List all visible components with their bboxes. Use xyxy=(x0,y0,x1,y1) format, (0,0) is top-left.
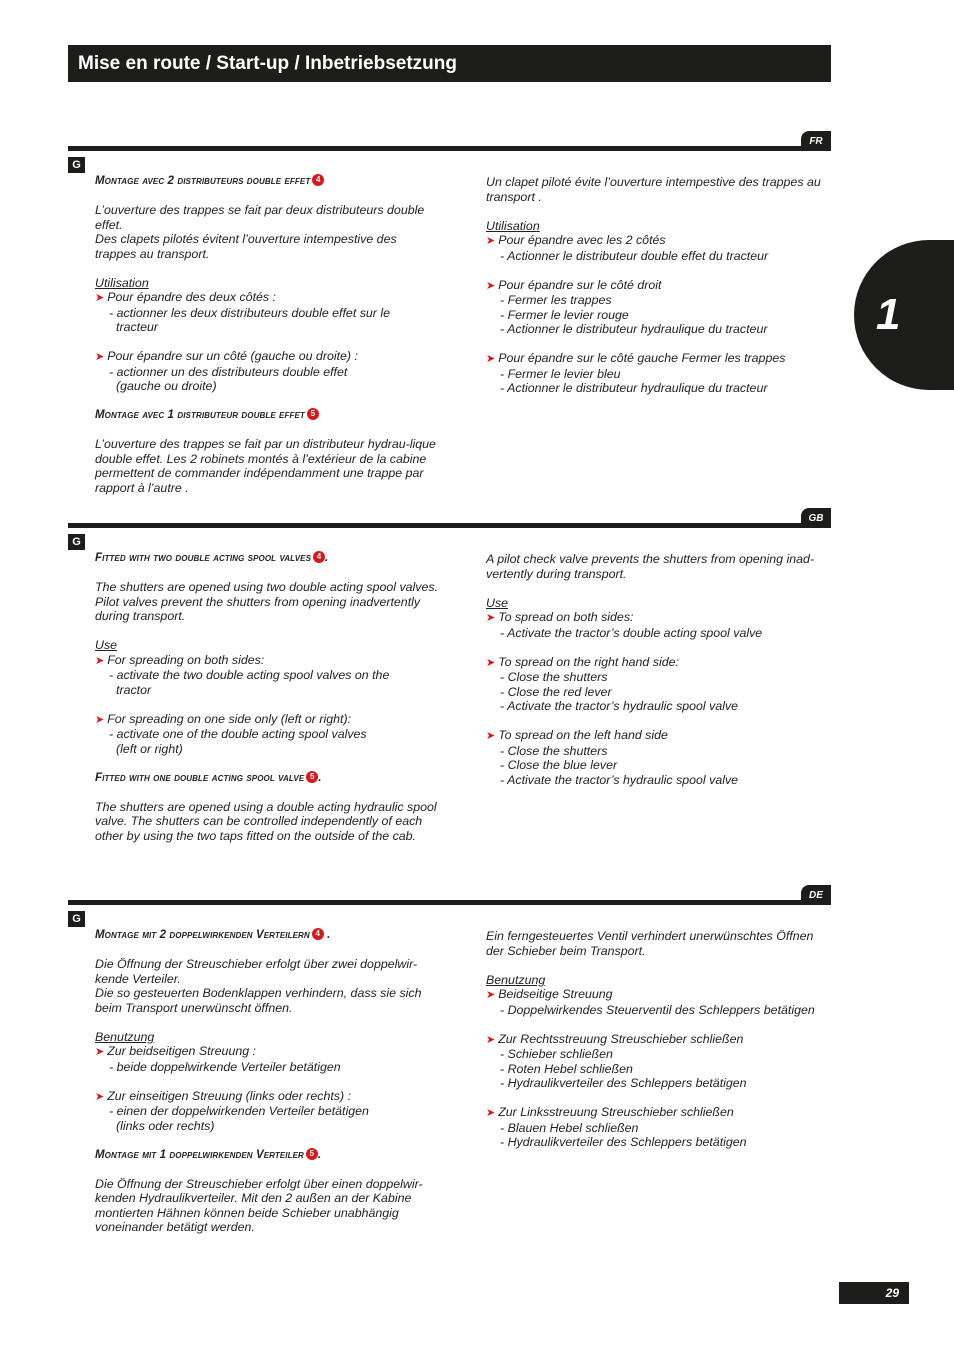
arrow-right-icon: ➤ xyxy=(486,235,496,247)
usage-label: Benutzung xyxy=(486,972,546,987)
page-header xyxy=(68,45,831,82)
bullet-text: Pour épandre des deux côtés : xyxy=(107,290,276,304)
bullet-subitem: - Actionner le distributeur hydraulique du tracteur xyxy=(500,381,768,395)
bullet-subitem: - Actionner le distributeur hydraulique du tracteur xyxy=(500,322,768,336)
arrow-right-icon: ➤ xyxy=(486,1107,496,1119)
bullet-subitem: - Doppelwirkendes Steuerventil des Schleppers betätigen xyxy=(500,1002,815,1017)
arrow-right-icon: ➤ xyxy=(486,656,496,669)
spacer xyxy=(95,189,440,204)
bullet-subitem: - Close the blue lever xyxy=(500,758,618,772)
bullet-subitem: - Hydraulikverteiler des Schleppers betätigen xyxy=(500,1135,747,1149)
paragraph: Die so gesteuerten Bodenklappen verhindern, dass sie sich beim Transport unerwünscht öffnen. xyxy=(95,986,422,1015)
subheading-suffix: . xyxy=(318,771,322,784)
bullet-subitem: tractor xyxy=(116,682,152,697)
bullet-subitem: - Fermer les trappes xyxy=(500,293,612,307)
chapter-number: 1 xyxy=(876,290,901,339)
spacer xyxy=(95,624,440,639)
subheading xyxy=(95,928,440,943)
arrow-right-icon: ➤ xyxy=(486,279,496,292)
bullet-subitem: - activate one of the double acting spool valves xyxy=(109,727,367,741)
bullet-line xyxy=(486,655,831,671)
left-column xyxy=(95,551,440,843)
bullet-line xyxy=(486,987,831,1003)
spacer xyxy=(95,785,440,800)
spacer xyxy=(486,1017,831,1032)
bullet-text: To spread on the left hand side xyxy=(498,728,668,742)
bullet-line xyxy=(95,290,440,306)
bullet-subitem: - Activate the tractor’s hydraulic spool valve xyxy=(500,699,739,713)
paragraph: The shutters are opened using a double acting hydraulic spool valve. The shutters can be controlled independently of each other by using the two taps fitted on the outside of the cab. xyxy=(95,799,437,843)
spacer xyxy=(95,1162,440,1177)
usage-label: Utilisation xyxy=(95,275,149,290)
section-rule xyxy=(68,146,831,151)
bullet-text: Beidseitige Streuung xyxy=(498,987,613,1001)
subheading-text: Montage mit 2 doppelwirkenden Verteilern xyxy=(95,929,310,941)
callout-5: 5 xyxy=(306,1148,318,1160)
bullet-line xyxy=(95,1044,440,1060)
bullet-subitem: - beide doppelwirkende Verteiler betätigen xyxy=(109,1059,341,1074)
subheading-suffix: . xyxy=(325,552,329,564)
bullet-line xyxy=(95,349,440,365)
bullet-text: Zur beidseitigen Streuung : xyxy=(107,1044,256,1058)
spacer xyxy=(486,958,831,973)
paragraph: L’ouverture des trappes se fait par un distributeur hydrau-lique double effet. Les 2 robinets montés à l’extérieur de la cabine permettent de commander indépendamment une trappe par rapport à l’autre . xyxy=(95,437,436,495)
bullet-subitem: - Activate the tractor’s double acting spool valve xyxy=(500,625,763,640)
bullet-text: Pour épandre avec les 2 côtés xyxy=(498,233,666,247)
paragraph: Pilot valves prevent the shutters from opening inadvertently during transport. xyxy=(95,594,421,623)
arrow-right-icon: ➤ xyxy=(95,1046,105,1058)
spacer xyxy=(486,581,831,596)
bullet-subitem: tracteur xyxy=(116,320,159,334)
callout-5: 5 xyxy=(306,771,318,783)
bullet-subitem: (links oder rechts) xyxy=(116,1118,215,1133)
spacer xyxy=(95,394,440,409)
bullet-line xyxy=(95,653,440,669)
bullet-subitem: - Activate the tractor’s hydraulic spool valve xyxy=(500,772,739,787)
section-g-marker: G xyxy=(68,911,85,927)
bullet-line xyxy=(486,278,831,294)
usage-label: Utilisation xyxy=(486,218,540,233)
bullet-subitem: - Close the shutters xyxy=(500,743,608,758)
bullet-subitem: - Blauen Hebel schließen xyxy=(500,1120,639,1135)
callout-5: 5 xyxy=(307,408,319,420)
bullet-subitem: - einen der doppelwirkenden Verteiler betätigen xyxy=(109,1104,369,1118)
bullet-text: Pour épandre sur le côté droit xyxy=(498,277,662,292)
language-badge: DE xyxy=(801,885,831,905)
paragraph: Des clapets pilotés évitent l’ouverture intempestive des trappes au transport. xyxy=(95,232,397,261)
bullet-subitem: - Hydraulikverteiler des Schleppers betätigen xyxy=(500,1076,747,1090)
usage-label: Use xyxy=(486,595,509,610)
bullet-line xyxy=(95,1089,440,1105)
subheading-text: Montage avec 2 distributeurs double effet xyxy=(95,175,311,187)
bullet-subitem: - Schieber schließen xyxy=(500,1047,613,1061)
subheading-text: Fitted with two double acting spool valves xyxy=(95,552,312,564)
paragraph: Die Öffnung der Streuschieber erfolgt über einen doppelwir-kenden Hydraulikverteiler. Mit den 2 außen an der Kabine montierten Hähnen können beide Schieber unabhängig voneinander betätigt werden. xyxy=(95,1176,423,1234)
right-column xyxy=(486,552,831,787)
bullet-subitem: - actionner un des distributeurs double effet xyxy=(109,364,348,379)
bullet-subitem: - actionner les deux distributeurs double effet sur le xyxy=(109,305,391,320)
subheading-text: Montage mit 1 doppelwirkenden Verteiler xyxy=(95,1148,304,1161)
arrow-right-icon: ➤ xyxy=(95,292,105,304)
language-badge: GB xyxy=(801,508,831,528)
bullet-subitem: (left or right) xyxy=(116,741,183,756)
spacer xyxy=(95,1015,440,1030)
right-column xyxy=(486,175,831,396)
paragraph: The shutters are opened using two double acting spool valves. xyxy=(95,580,439,594)
bullet-subitem: - Fermer le levier bleu xyxy=(500,366,621,381)
arrow-right-icon: ➤ xyxy=(95,654,105,667)
callout-4: 4 xyxy=(313,551,325,563)
arrow-right-icon: ➤ xyxy=(95,351,105,363)
spacer xyxy=(95,1074,440,1089)
spacer xyxy=(486,714,831,729)
arrow-right-icon: ➤ xyxy=(486,989,496,1001)
usage-label: Benutzung xyxy=(95,1029,155,1044)
bullet-text: Pour épandre sur le côté gauche Fermer les trappes xyxy=(498,351,786,365)
page-title: Mise en route / Start-up / Inbetriebsetzung xyxy=(78,52,457,74)
arrow-right-icon: ➤ xyxy=(95,713,105,726)
bullet-subitem: - activate the two double acting spool valves on the xyxy=(109,668,390,682)
subheading xyxy=(95,174,440,189)
arrow-right-icon: ➤ xyxy=(486,612,496,624)
chapter-tab xyxy=(854,240,954,390)
bullet-text: Pour épandre sur un côté (gauche ou droite) : xyxy=(107,349,358,363)
callout-4: 4 xyxy=(312,928,324,940)
section-g-marker: G xyxy=(68,534,85,550)
language-badge: FR xyxy=(801,131,831,151)
bullet-text: Zur Linksstreuung Streuschieber schließen xyxy=(498,1105,734,1119)
subheading xyxy=(95,1148,440,1163)
spacer xyxy=(95,943,440,958)
section-rule xyxy=(68,900,831,905)
paragraph: Die Öffnung der Streuschieber erfolgt über zwei doppelwir-kende Verteiler. xyxy=(95,957,418,986)
arrow-right-icon: ➤ xyxy=(486,730,496,742)
usage-label: Use xyxy=(95,638,118,652)
spacer xyxy=(95,423,440,438)
subheading xyxy=(95,408,440,423)
spacer xyxy=(486,1091,831,1106)
bullet-line xyxy=(95,712,440,728)
spacer xyxy=(95,566,440,581)
bullet-text: For spreading on both sides: xyxy=(107,652,265,667)
left-column xyxy=(95,928,440,1235)
callout-4: 4 xyxy=(312,174,324,186)
page-number: 29 xyxy=(839,1282,909,1304)
spacer xyxy=(486,337,831,352)
section-rule xyxy=(68,523,831,528)
bullet-line xyxy=(486,728,831,744)
bullet-line xyxy=(486,351,831,367)
bullet-subitem: - Roten Hebel schließen xyxy=(500,1061,633,1076)
left-column xyxy=(95,174,440,495)
paragraph: Un clapet piloté évite l’ouverture intempestive des trappes au transport . xyxy=(486,175,821,204)
section-g-marker: G xyxy=(68,157,85,173)
arrow-right-icon: ➤ xyxy=(95,1090,105,1103)
subheading xyxy=(95,551,440,566)
spacer xyxy=(95,1133,440,1148)
subheading-suffix: . xyxy=(317,1148,322,1161)
paragraph: Ein ferngesteuertes Ventil verhindert unerwünschtes Öffnen der Schieber beim Transport. xyxy=(486,929,814,958)
arrow-right-icon: ➤ xyxy=(486,1033,496,1046)
subheading-text: Montage avec 1 distributeur double effet xyxy=(95,409,305,421)
spacer xyxy=(95,697,440,712)
arrow-right-icon: ➤ xyxy=(486,353,496,365)
spacer xyxy=(95,335,440,350)
spacer xyxy=(486,640,831,655)
bullet-text: To spread on the right hand side: xyxy=(498,654,679,669)
subheading xyxy=(95,771,440,786)
bullet-line xyxy=(486,610,831,626)
bullet-subitem: - Fermer le levier rouge xyxy=(500,307,629,322)
subheading-suffix: . xyxy=(323,929,331,941)
bullet-text: For spreading on one side only (left or right): xyxy=(107,711,352,726)
spacer xyxy=(95,756,440,771)
bullet-subitem: - Close the red lever xyxy=(500,684,612,699)
bullet-subitem: (gauche ou droite) xyxy=(116,379,217,393)
bullet-subitem: - Close the shutters xyxy=(500,670,608,684)
spacer xyxy=(95,261,440,276)
bullet-text: To spread on both sides: xyxy=(498,610,634,624)
subheading-text: Fitted with one double acting spool valve xyxy=(95,771,305,784)
bullet-text: Zur Rechtsstreuung Streuschieber schließen xyxy=(498,1031,744,1046)
spacer xyxy=(486,204,831,219)
bullet-line xyxy=(486,1105,831,1121)
bullet-text: Zur einseitigen Streuung (links oder rechts) : xyxy=(107,1088,352,1103)
paragraph: L’ouverture des trappes se fait par deux distributeurs double effet. xyxy=(95,203,425,232)
spacer xyxy=(486,263,831,278)
paragraph: A pilot check valve prevents the shutters from opening inad-vertently during transport. xyxy=(486,552,815,581)
bullet-subitem: - Actionner le distributeur double effet du tracteur xyxy=(500,248,769,263)
bullet-line xyxy=(486,1032,831,1048)
bullet-line xyxy=(486,233,831,249)
right-column xyxy=(486,929,831,1150)
